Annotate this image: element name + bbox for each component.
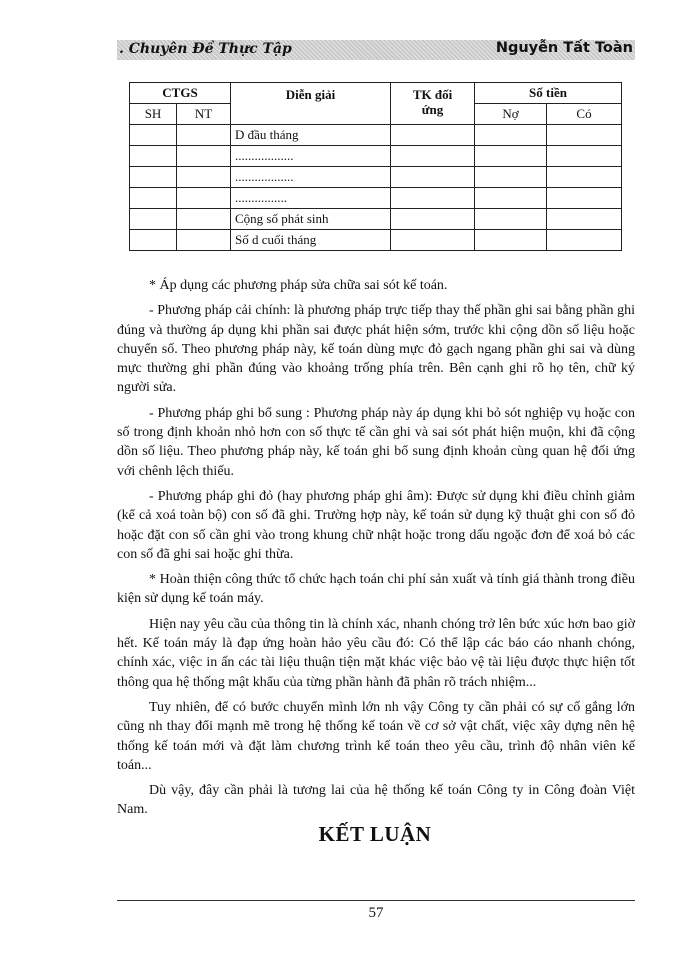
col-header-so-tien: Số tiền xyxy=(475,83,622,104)
row-description: .................. xyxy=(231,146,391,167)
col-header-ctgs: CTGS xyxy=(130,83,231,104)
paragraph: * Hoàn thiện công thức tổ chức hạch toán chi phí sản xuất và tính giá thành trong điều kiện sử dụng kế toán máy. xyxy=(117,572,635,607)
page-number: 57 xyxy=(368,905,384,921)
subheader-no: Nợ xyxy=(475,104,547,125)
row-description: Số d cuối tháng xyxy=(231,230,391,251)
subheader-co: Có xyxy=(547,104,622,125)
paragraph: - Phương pháp ghi bổ sung : Phương pháp này áp dụng khi bỏ sót nghiệp vụ hoặc con số trong định khoản nhỏ hơn con số thực tế cần ghi và sai sót phát hiện muộn, khi đã cộng dồn số liệu. Theo phương pháp này, kế toán ghi bổ sung định khoản cùng quan hệ đối ứng với chênh lệch thiếu. xyxy=(117,405,635,479)
row-description: .................. xyxy=(231,167,391,188)
table-row xyxy=(130,188,622,209)
body-text xyxy=(117,276,635,826)
col-header-dien-giai: Diễn giải xyxy=(231,83,391,125)
col-header-tk-doi-ung: TK đối ứng xyxy=(391,83,475,125)
header-title: . Chuyên Đề Thực Tập xyxy=(119,41,292,57)
row-description: ................ xyxy=(231,188,391,209)
paragraph: Dù vậy, đây cần phải là tương lai của hệ thống kế toán Công ty in Công đoàn Việt Nam. xyxy=(117,783,635,818)
row-description: Cộng số phát sinh xyxy=(231,209,391,230)
row-description: D đầu tháng xyxy=(231,125,391,146)
paragraph: Hiện nay yêu cầu của thông tin là chính xác, nhanh chóng trở lên bức xúc hơn bao giờ hết. Kế toán máy là đạp ứng hoàn hảo yêu cầu đó: Có thể lập các báo cáo nhanh chóng, chính xác, việc in ấn các tài liệu thuận tiện mặt khác việc bảo vệ tài liệu được thực hiện tốt thông qua hệ thống mật khẩu của từng phần hành đã phân rõ trách nhiệm... xyxy=(117,616,635,690)
ledger-table xyxy=(129,82,622,251)
subheader-sh: SH xyxy=(130,104,177,125)
table-row xyxy=(130,230,622,251)
table-row xyxy=(130,146,622,167)
table-row xyxy=(130,125,622,146)
header-author: Nguyễn Tất Toàn xyxy=(495,40,633,56)
paragraph: Tuy nhiên, để có bước chuyển mình lớn nh vậy Công ty cần phải có sự cố gắng lớn cũng nh thay đổi mạnh mẽ trong hệ thống kế toán về cơ sở vật chất, việc xây dựng nên hệ thống kế toán mới và đặt làm chương trình kế toán theo yêu cầu, trình độ nhân viên kế toán... xyxy=(117,699,635,773)
paragraph: - Phương pháp cải chính: là phương pháp trực tiếp thay thế phần ghi sai bằng phần ghi đúng và thường áp dụng khi phần sai được phát hiện sớm, trước khi cộng dồn số liệu hoặc chuyển số. Theo phương pháp này, kế toán dùng mực đỏ gạch ngang phần ghi sai và dùng mực thường ghi phần đúng vào khoảng trống phía trên. Bên cạnh ghi rõ họ tên, chữ ký người sửa. xyxy=(117,303,635,396)
section-title: KẾT LUẬN xyxy=(318,822,432,846)
table-row xyxy=(130,167,622,188)
table-row xyxy=(130,209,622,230)
page-header xyxy=(117,40,635,60)
paragraph: - Phương pháp ghi đỏ (hay phương pháp ghi âm): Được sử dụng khi điều chỉnh giảm (kể cả xoá toàn bộ) con số đã ghi. Trường hợp này, kế toán sử dụng kỹ thuật ghi con số đỏ hoặc đặt con số cần ghi vào trong khung chữ nhật hoặc trong dấu ngoặc đơn để xoá bỏ các con số đã ghi sai hoặc ghi thừa. xyxy=(117,488,635,562)
subheader-nt: NT xyxy=(177,104,231,125)
paragraph: * Áp dụng các phương pháp sửa chữa sai sót kế toán. xyxy=(149,278,448,293)
footer-divider xyxy=(117,900,635,901)
